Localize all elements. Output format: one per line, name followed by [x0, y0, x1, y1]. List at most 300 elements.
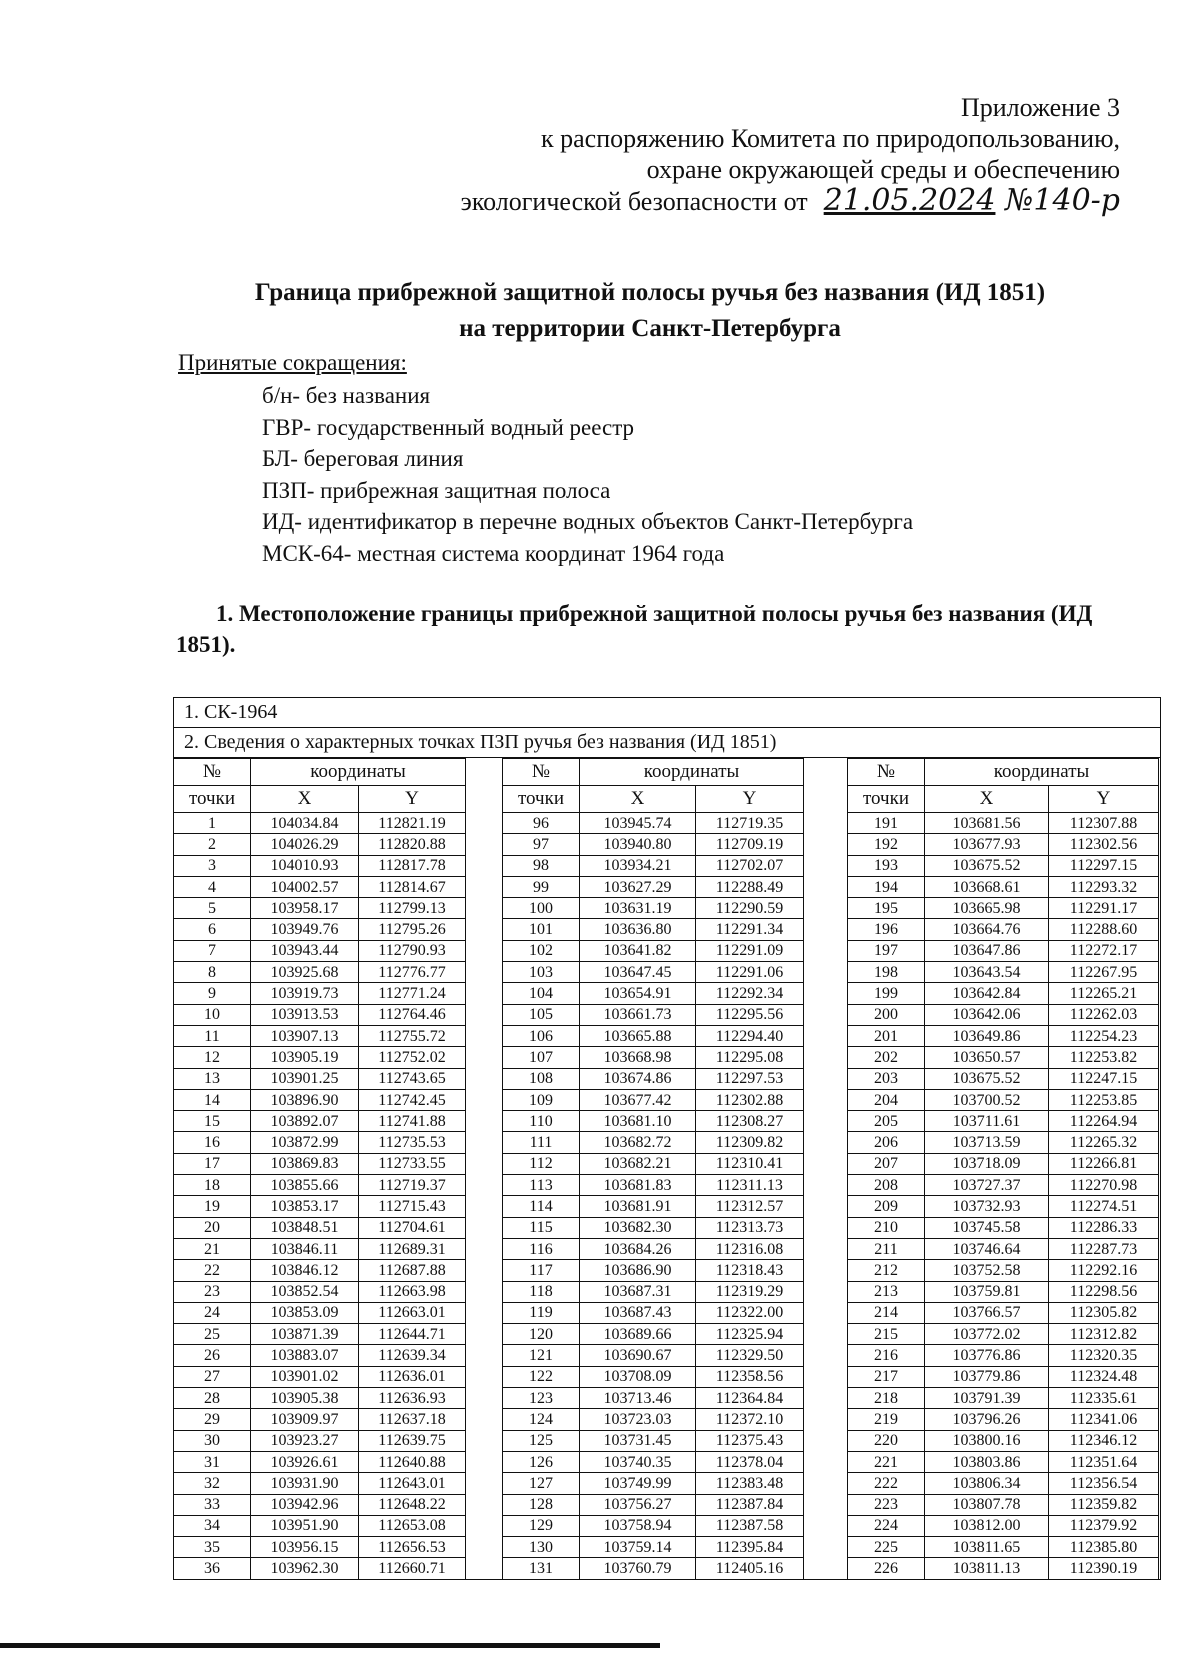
table-row: [174, 813, 466, 834]
point-number-cell: 191: [848, 813, 925, 834]
x-coordinate-cell: 103636.80: [580, 919, 696, 940]
point-number-cell: 3: [174, 855, 251, 876]
table-row: [848, 940, 1159, 961]
y-coordinate-cell: 112308.27: [696, 1111, 804, 1132]
x-coordinate-cell: 103883.07: [251, 1345, 359, 1366]
table-row: [174, 1068, 466, 1089]
y-coordinate-cell: 112254.23: [1049, 1025, 1159, 1046]
x-coordinate-cell: 103675.52: [925, 855, 1049, 876]
table-row: [503, 1430, 804, 1451]
y-coordinate-cell: 112656.53: [359, 1537, 466, 1558]
x-coordinate-cell: 103665.98: [925, 898, 1049, 919]
x-coordinate-cell: 103934.21: [580, 855, 696, 876]
annex-line-1: Приложение 3: [960, 93, 1120, 122]
point-number-cell: 212: [848, 1260, 925, 1281]
point-number-cell: 117: [503, 1260, 580, 1281]
point-number-cell: 123: [503, 1388, 580, 1409]
point-number-cell: 210: [848, 1217, 925, 1238]
table-row: [174, 1196, 466, 1217]
y-coordinate-cell: 112643.01: [359, 1473, 466, 1494]
col-header-y: Y: [696, 786, 804, 813]
table-row: [848, 1558, 1159, 1579]
point-number-cell: 14: [174, 1089, 251, 1110]
y-coordinate-cell: 112820.88: [359, 834, 466, 855]
table-row: [503, 1260, 804, 1281]
y-coordinate-cell: 112356.54: [1049, 1473, 1159, 1494]
y-coordinate-cell: 112709.19: [696, 834, 804, 855]
table-row: [503, 1047, 804, 1068]
table-row: [503, 834, 804, 855]
abbreviations-list: [262, 380, 913, 569]
y-coordinate-cell: 112387.84: [696, 1494, 804, 1515]
table-row: [174, 1089, 466, 1110]
x-coordinate-cell: 103727.37: [925, 1175, 1049, 1196]
point-number-cell: 109: [503, 1089, 580, 1110]
x-coordinate-cell: 103746.64: [925, 1238, 1049, 1259]
table-row: [174, 1324, 466, 1345]
y-coordinate-cell: 112390.19: [1049, 1558, 1159, 1579]
x-coordinate-cell: 103682.30: [580, 1217, 696, 1238]
x-coordinate-cell: 103811.65: [925, 1537, 1049, 1558]
x-coordinate-cell: 104010.93: [251, 855, 359, 876]
x-coordinate-cell: 103677.93: [925, 834, 1049, 855]
y-coordinate-cell: 112320.35: [1049, 1345, 1159, 1366]
y-coordinate-cell: 112294.40: [696, 1025, 804, 1046]
point-number-cell: 104: [503, 983, 580, 1004]
table-row: [174, 1409, 466, 1430]
x-coordinate-cell: 103931.90: [251, 1473, 359, 1494]
y-coordinate-cell: 112253.85: [1049, 1089, 1159, 1110]
table-row: [848, 813, 1159, 834]
point-number-cell: 113: [503, 1175, 580, 1196]
y-coordinate-cell: 112405.16: [696, 1558, 804, 1579]
x-coordinate-cell: 103905.19: [251, 1047, 359, 1068]
x-coordinate-cell: 103901.25: [251, 1068, 359, 1089]
point-number-cell: 26: [174, 1345, 251, 1366]
y-coordinate-cell: 112287.73: [1049, 1238, 1159, 1259]
point-number-cell: 4: [174, 876, 251, 897]
y-coordinate-cell: 112755.72: [359, 1025, 466, 1046]
y-coordinate-cell: 112395.84: [696, 1537, 804, 1558]
x-coordinate-cell: 103723.03: [580, 1409, 696, 1430]
point-number-cell: 209: [848, 1196, 925, 1217]
x-coordinate-cell: 103923.27: [251, 1430, 359, 1451]
point-number-cell: 114: [503, 1196, 580, 1217]
col-header-no: №: [174, 759, 251, 786]
x-coordinate-cell: 103708.09: [580, 1366, 696, 1387]
table-row: [503, 983, 804, 1004]
table-row: [848, 1494, 1159, 1515]
table-row: [174, 1558, 466, 1579]
x-coordinate-cell: 103951.90: [251, 1515, 359, 1536]
x-coordinate-cell: 103806.34: [925, 1473, 1049, 1494]
y-coordinate-cell: 112636.93: [359, 1388, 466, 1409]
x-coordinate-cell: 103665.88: [580, 1025, 696, 1046]
x-coordinate-cell: 103811.13: [925, 1558, 1049, 1579]
point-number-cell: 195: [848, 898, 925, 919]
x-coordinate-cell: 103681.83: [580, 1175, 696, 1196]
point-number-cell: 12: [174, 1047, 251, 1068]
x-coordinate-cell: 103872.99: [251, 1132, 359, 1153]
x-coordinate-cell: 103690.67: [580, 1345, 696, 1366]
y-coordinate-cell: 112644.71: [359, 1324, 466, 1345]
point-number-cell: 111: [503, 1132, 580, 1153]
x-coordinate-cell: 103740.35: [580, 1451, 696, 1472]
point-number-cell: 15: [174, 1111, 251, 1132]
y-coordinate-cell: 112764.46: [359, 1004, 466, 1025]
y-coordinate-cell: 112329.50: [696, 1345, 804, 1366]
x-coordinate-cell: 103643.54: [925, 962, 1049, 983]
abbreviation-item: ГВР- государственный водный реестр: [262, 414, 635, 440]
point-number-cell: 31: [174, 1451, 251, 1472]
table-row: [503, 1494, 804, 1515]
x-coordinate-cell: 103853.09: [251, 1302, 359, 1323]
point-number-cell: 217: [848, 1366, 925, 1387]
point-number-cell: 106: [503, 1025, 580, 1046]
x-coordinate-cell: 103803.86: [925, 1451, 1049, 1472]
x-coordinate-cell: 103807.78: [925, 1494, 1049, 1515]
x-coordinate-cell: 103853.17: [251, 1196, 359, 1217]
table-row: [848, 1302, 1159, 1323]
x-coordinate-cell: 103675.52: [925, 1068, 1049, 1089]
table-row: [848, 1324, 1159, 1345]
point-number-cell: 6: [174, 919, 251, 940]
y-coordinate-cell: 112814.67: [359, 876, 466, 897]
x-coordinate-cell: 103631.19: [580, 898, 696, 919]
point-number-cell: 102: [503, 940, 580, 961]
x-coordinate-cell: 103649.86: [925, 1025, 1049, 1046]
x-coordinate-cell: 103759.81: [925, 1281, 1049, 1302]
x-coordinate-cell: 103779.86: [925, 1366, 1049, 1387]
point-number-cell: 30: [174, 1430, 251, 1451]
point-number-cell: 219: [848, 1409, 925, 1430]
table-row: [174, 1132, 466, 1153]
signature-number: №140-р: [1005, 183, 1120, 218]
y-coordinate-cell: 112267.95: [1049, 962, 1159, 983]
table-row: [503, 1388, 804, 1409]
y-coordinate-cell: 112799.13: [359, 898, 466, 919]
point-number-cell: 211: [848, 1238, 925, 1259]
y-coordinate-cell: 112639.34: [359, 1345, 466, 1366]
y-coordinate-cell: 112312.57: [696, 1196, 804, 1217]
y-coordinate-cell: 112265.21: [1049, 983, 1159, 1004]
table-row: [174, 1238, 466, 1259]
col-header-x: X: [925, 786, 1049, 813]
table-row: [848, 1153, 1159, 1174]
abbreviation-item: ИД- идентификатор в перечне водных объектов Санкт-Петербурга: [262, 509, 914, 534]
point-number-cell: 21: [174, 1238, 251, 1259]
y-coordinate-cell: 112689.31: [359, 1238, 466, 1259]
x-coordinate-cell: 103772.02: [925, 1324, 1049, 1345]
col-header-x: X: [580, 786, 696, 813]
x-coordinate-cell: 103684.26: [580, 1238, 696, 1259]
table-row: [848, 1537, 1159, 1558]
x-coordinate-cell: 103745.58: [925, 1217, 1049, 1238]
point-number-cell: 202: [848, 1047, 925, 1068]
point-number-cell: 122: [503, 1366, 580, 1387]
y-coordinate-cell: 112286.33: [1049, 1217, 1159, 1238]
table-row: [174, 1004, 466, 1025]
annex-line-4: [461, 185, 1120, 217]
y-coordinate-cell: 112291.06: [696, 962, 804, 983]
point-number-cell: 214: [848, 1302, 925, 1323]
y-coordinate-cell: 112297.15: [1049, 855, 1159, 876]
point-number-cell: 207: [848, 1153, 925, 1174]
table-row: [503, 813, 804, 834]
point-number-cell: 107: [503, 1047, 580, 1068]
y-coordinate-cell: 112335.61: [1049, 1388, 1159, 1409]
table-row: [174, 876, 466, 897]
table-row: [503, 1196, 804, 1217]
table-row: [503, 1451, 804, 1472]
y-coordinate-cell: 112735.53: [359, 1132, 466, 1153]
y-coordinate-cell: 112715.43: [359, 1196, 466, 1217]
y-coordinate-cell: 112319.29: [696, 1281, 804, 1302]
point-number-cell: 22: [174, 1260, 251, 1281]
abbreviation-item: б/н- без названия: [262, 383, 431, 408]
x-coordinate-cell: 103677.42: [580, 1089, 696, 1110]
x-coordinate-cell: 103956.15: [251, 1537, 359, 1558]
x-coordinate-cell: 103800.16: [925, 1430, 1049, 1451]
x-coordinate-cell: 103713.46: [580, 1388, 696, 1409]
point-number-cell: 115: [503, 1217, 580, 1238]
table-row: [174, 1175, 466, 1196]
y-coordinate-cell: 112311.13: [696, 1175, 804, 1196]
y-coordinate-cell: 112351.64: [1049, 1451, 1159, 1472]
annex-line-2: к распоряжению Комитета по природопользованию,: [540, 124, 1120, 153]
point-number-cell: 110: [503, 1111, 580, 1132]
y-coordinate-cell: 112295.56: [696, 1004, 804, 1025]
col-header-point: точки: [848, 786, 925, 813]
points-table-column-2: [502, 758, 804, 1580]
y-coordinate-cell: 112274.51: [1049, 1196, 1159, 1217]
x-coordinate-cell: 103674.86: [580, 1068, 696, 1089]
x-coordinate-cell: 103681.10: [580, 1111, 696, 1132]
x-coordinate-cell: 103713.59: [925, 1132, 1049, 1153]
y-coordinate-cell: 112291.09: [696, 940, 804, 961]
x-coordinate-cell: 103791.39: [925, 1388, 1049, 1409]
y-coordinate-cell: 112325.94: [696, 1324, 804, 1345]
table-header-coordinate-system: 1. СК-1964: [174, 698, 1160, 728]
point-number-cell: 7: [174, 940, 251, 961]
y-coordinate-cell: 112741.88: [359, 1111, 466, 1132]
table-row: [848, 1047, 1159, 1068]
x-coordinate-cell: 103760.79: [580, 1558, 696, 1579]
y-coordinate-cell: 112636.01: [359, 1366, 466, 1387]
points-table-column-1: [173, 758, 466, 1580]
table-row: [503, 898, 804, 919]
table-row: [848, 1281, 1159, 1302]
point-number-cell: 223: [848, 1494, 925, 1515]
y-coordinate-cell: 112302.56: [1049, 834, 1159, 855]
table-row: [174, 1473, 466, 1494]
table-row: [503, 1473, 804, 1494]
point-number-cell: 200: [848, 1004, 925, 1025]
point-number-cell: 112: [503, 1153, 580, 1174]
x-coordinate-cell: 103641.82: [580, 940, 696, 961]
x-coordinate-cell: 103855.66: [251, 1175, 359, 1196]
point-number-cell: 29: [174, 1409, 251, 1430]
x-coordinate-cell: 103901.02: [251, 1366, 359, 1387]
y-coordinate-cell: 112302.88: [696, 1089, 804, 1110]
table-row: [503, 1025, 804, 1046]
point-number-cell: 13: [174, 1068, 251, 1089]
x-coordinate-cell: 103661.73: [580, 1004, 696, 1025]
points-table-frame: [173, 697, 1161, 1580]
point-number-cell: 131: [503, 1558, 580, 1579]
point-number-cell: 216: [848, 1345, 925, 1366]
y-coordinate-cell: 112795.26: [359, 919, 466, 940]
y-coordinate-cell: 112346.12: [1049, 1430, 1159, 1451]
y-coordinate-cell: 112790.93: [359, 940, 466, 961]
point-number-cell: 197: [848, 940, 925, 961]
y-coordinate-cell: 112312.82: [1049, 1324, 1159, 1345]
table-row: [174, 834, 466, 855]
y-coordinate-cell: 112742.45: [359, 1089, 466, 1110]
x-coordinate-cell: 103681.56: [925, 813, 1049, 834]
table-row: [848, 834, 1159, 855]
table-row: [174, 1366, 466, 1387]
x-coordinate-cell: 103654.91: [580, 983, 696, 1004]
table-row: [503, 1111, 804, 1132]
y-coordinate-cell: 112297.53: [696, 1068, 804, 1089]
table-row: [503, 1409, 804, 1430]
table-row: [503, 919, 804, 940]
col-header-y: Y: [359, 786, 466, 813]
table-row: [174, 940, 466, 961]
y-coordinate-cell: 112821.19: [359, 813, 466, 834]
table-row: [848, 1196, 1159, 1217]
y-coordinate-cell: 112733.55: [359, 1153, 466, 1174]
point-number-cell: 34: [174, 1515, 251, 1536]
col-header-coordinates: координаты: [251, 759, 466, 786]
x-coordinate-cell: 103650.57: [925, 1047, 1049, 1068]
table-row: [503, 1175, 804, 1196]
x-coordinate-cell: 103913.53: [251, 1004, 359, 1025]
y-coordinate-cell: 112719.37: [359, 1175, 466, 1196]
x-coordinate-cell: 103907.13: [251, 1025, 359, 1046]
table-row: [848, 1515, 1159, 1536]
x-coordinate-cell: 103852.54: [251, 1281, 359, 1302]
point-number-cell: 96: [503, 813, 580, 834]
x-coordinate-cell: 103711.61: [925, 1111, 1049, 1132]
table-row: [848, 1473, 1159, 1494]
abbreviation-item: ПЗП- прибрежная защитная полоса: [262, 477, 611, 503]
table-row: [174, 1217, 466, 1238]
point-number-cell: 199: [848, 983, 925, 1004]
point-number-cell: 100: [503, 898, 580, 919]
point-number-cell: 193: [848, 855, 925, 876]
signature-date: 21.05.2024: [823, 183, 996, 218]
x-coordinate-cell: 103958.17: [251, 898, 359, 919]
table-row: [503, 1302, 804, 1323]
point-number-cell: 36: [174, 1558, 251, 1579]
point-number-cell: 220: [848, 1430, 925, 1451]
y-coordinate-cell: 112307.88: [1049, 813, 1159, 834]
point-number-cell: 224: [848, 1515, 925, 1536]
table-row: [848, 1238, 1159, 1259]
x-coordinate-cell: 103892.07: [251, 1111, 359, 1132]
x-coordinate-cell: 103687.43: [580, 1302, 696, 1323]
table-row: [503, 1515, 804, 1536]
point-number-cell: 19: [174, 1196, 251, 1217]
x-coordinate-cell: 103945.74: [580, 813, 696, 834]
y-coordinate-cell: 112648.22: [359, 1494, 466, 1515]
document-title: [160, 275, 1140, 347]
point-number-cell: 130: [503, 1537, 580, 1558]
table-row: [174, 1111, 466, 1132]
x-coordinate-cell: 103627.29: [580, 876, 696, 897]
x-coordinate-cell: 103664.76: [925, 919, 1049, 940]
table-row: [174, 1260, 466, 1281]
col-header-point: точки: [503, 786, 580, 813]
table-header-description: 2. Сведения о характерных точках ПЗП ручья без названия (ИД 1851): [174, 728, 1160, 758]
point-number-cell: 1: [174, 813, 251, 834]
point-number-cell: 204: [848, 1089, 925, 1110]
y-coordinate-cell: 112383.48: [696, 1473, 804, 1494]
y-coordinate-cell: 112247.15: [1049, 1068, 1159, 1089]
y-coordinate-cell: 112653.08: [359, 1515, 466, 1536]
x-coordinate-cell: 103700.52: [925, 1089, 1049, 1110]
points-table-column-3: [847, 758, 1159, 1580]
x-coordinate-cell: 103752.58: [925, 1260, 1049, 1281]
table-row: [174, 898, 466, 919]
table-row: [174, 1388, 466, 1409]
table-row: [503, 1366, 804, 1387]
point-number-cell: 18: [174, 1175, 251, 1196]
point-number-cell: 221: [848, 1451, 925, 1472]
point-number-cell: 35: [174, 1537, 251, 1558]
x-coordinate-cell: 104026.29: [251, 834, 359, 855]
x-coordinate-cell: 103846.12: [251, 1260, 359, 1281]
table-row: [848, 1089, 1159, 1110]
point-number-cell: 118: [503, 1281, 580, 1302]
point-number-cell: 101: [503, 919, 580, 940]
x-coordinate-cell: 103812.00: [925, 1515, 1049, 1536]
table-row: [848, 1132, 1159, 1153]
x-coordinate-cell: 103848.51: [251, 1217, 359, 1238]
table-row: [174, 855, 466, 876]
col-header-coordinates: координаты: [580, 759, 804, 786]
point-number-cell: 226: [848, 1558, 925, 1579]
point-number-cell: 206: [848, 1132, 925, 1153]
table-row: [848, 962, 1159, 983]
table-row: [848, 1025, 1159, 1046]
x-coordinate-cell: 104002.57: [251, 876, 359, 897]
col-header-y: Y: [1049, 786, 1159, 813]
y-coordinate-cell: 112291.17: [1049, 898, 1159, 919]
table-row: [848, 1217, 1159, 1238]
table-row: [848, 1068, 1159, 1089]
table-row: [848, 983, 1159, 1004]
x-coordinate-cell: 103647.86: [925, 940, 1049, 961]
table-row: [848, 1409, 1159, 1430]
y-coordinate-cell: 112817.78: [359, 855, 466, 876]
table-row: [503, 940, 804, 961]
y-coordinate-cell: 112322.00: [696, 1302, 804, 1323]
point-number-cell: 99: [503, 876, 580, 897]
abbreviation-item: БЛ- береговая линия: [262, 446, 464, 471]
point-number-cell: 196: [848, 919, 925, 940]
point-number-cell: 126: [503, 1451, 580, 1472]
y-coordinate-cell: 112639.75: [359, 1430, 466, 1451]
y-coordinate-cell: 112771.24: [359, 983, 466, 1004]
table-row: [174, 1345, 466, 1366]
x-coordinate-cell: 103796.26: [925, 1409, 1049, 1430]
x-coordinate-cell: 103682.21: [580, 1153, 696, 1174]
point-number-cell: 120: [503, 1324, 580, 1345]
table-row: [174, 1451, 466, 1472]
